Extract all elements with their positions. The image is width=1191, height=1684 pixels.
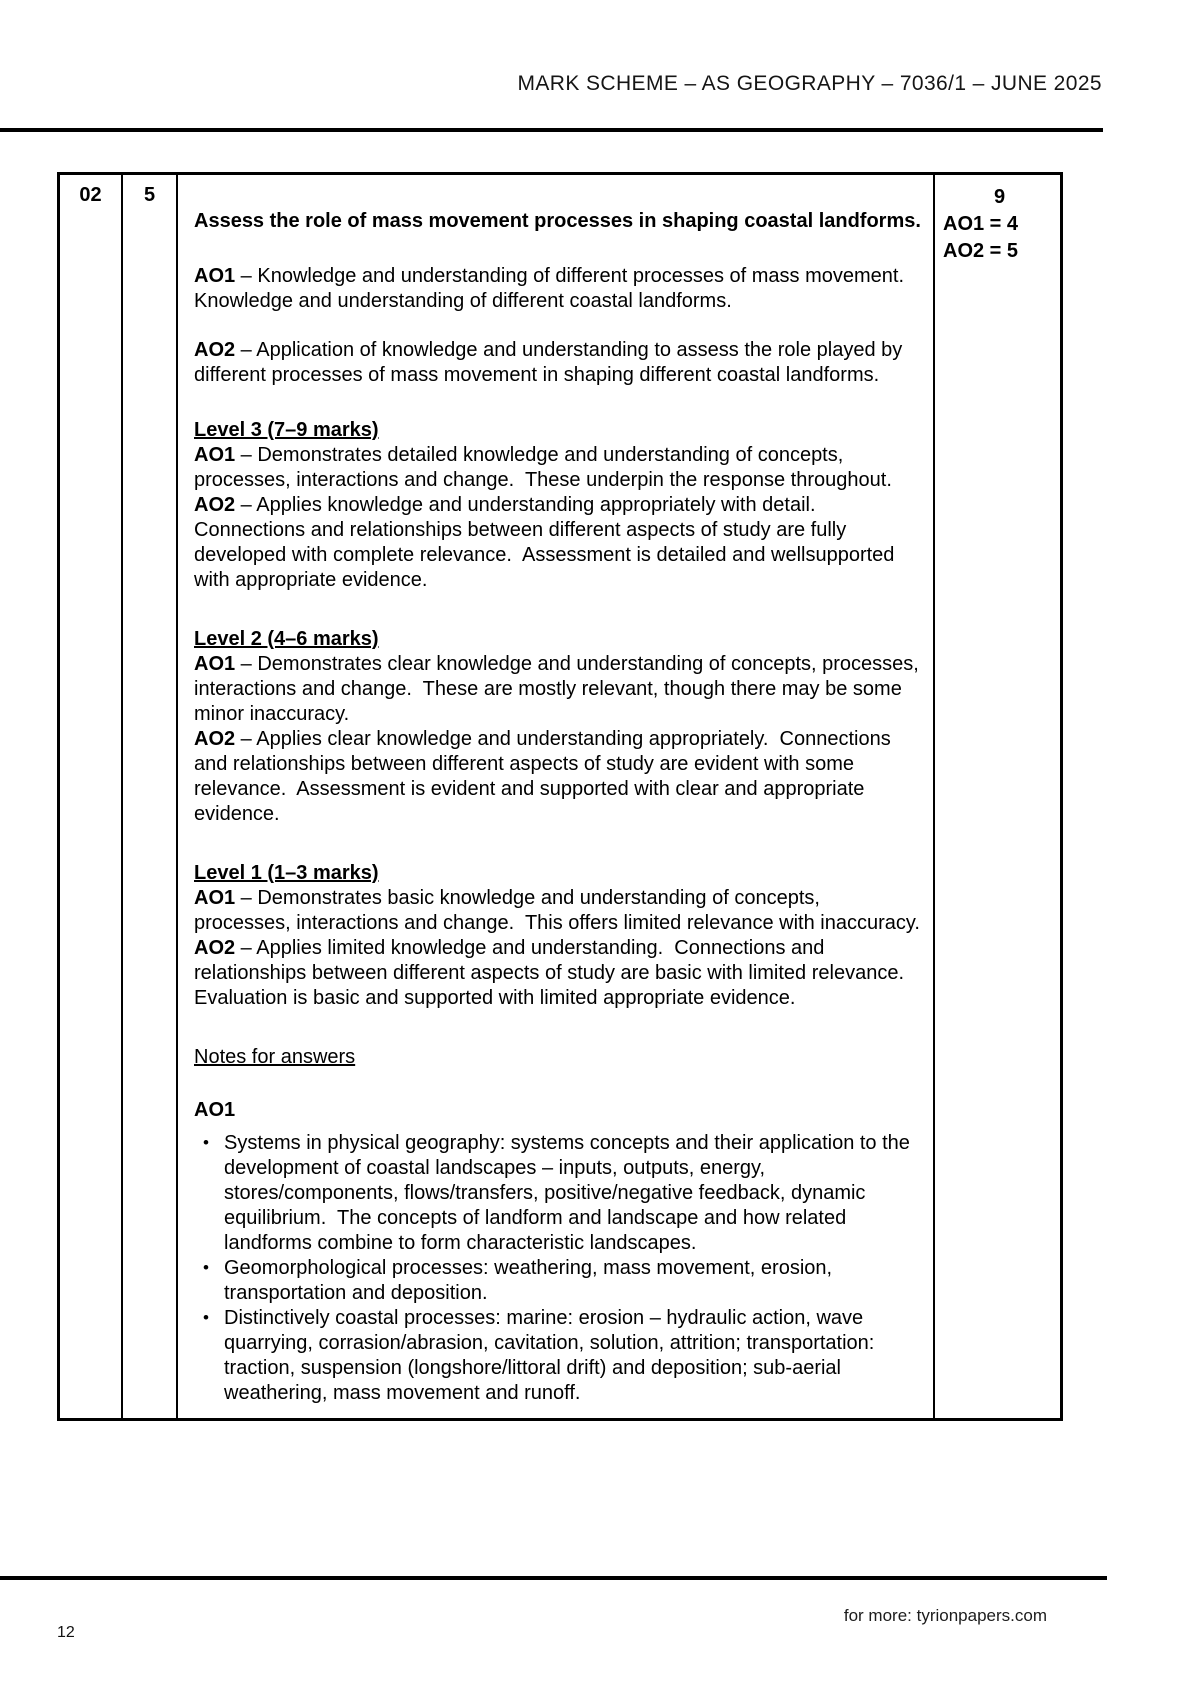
level-2-ao2 [194,727,921,827]
bullet-item: • Systems in physical geography: systems concepts and their application to the development of coastal landscapes – inputs, outputs, energy, stores/components, flows/transfers, positive/negative feedback, dynamic equilibrium. The concepts of landform and landscape and how related landforms combine to form characteristic landscapes. [194,1131,921,1256]
level-1-ao1-text: – Demonstrates basic knowledge and understanding of concepts, processes, interactions and change. This offers limited relevance with inaccuracy. [194,887,920,934]
ao2-overview-text: – Application of knowledge and understanding to assess the role played by different processes of mass movement in shaping different coastal landforms. [194,339,908,386]
footer-promo-text: for more: tyrionpapers.com [843,1606,1047,1625]
ao2-overview-label: AO2 [194,339,236,361]
level-3-ao1 [194,443,921,493]
ao1-overview-label: AO1 [194,265,236,287]
ao1-overview-text: – Knowledge and understanding of different processes of mass movement. Knowledge and understanding of different coastal landforms. [194,265,916,312]
notes-ao1-heading: AO1 [194,1099,236,1121]
level-2-ao2-text: – Applies clear knowledge and understanding appropriately. Connections and relationships between different aspects of study are evident with some relevance. Assessment is evident and supported with clear and appropriate evidence. [194,728,897,825]
item-number-cell: 5 [123,175,178,1418]
footer-rule [0,1576,1107,1580]
page-number: 12 [57,1624,75,1641]
level-1-ao2-label: AO2 [194,937,236,959]
question-number-cell: 02 [60,175,123,1418]
level-3-block [194,418,921,593]
header-rule [0,128,1103,132]
question-content-cell [178,175,935,1418]
notes-bullet-list [194,1131,921,1406]
marks-ao2-split: AO2 = 5 [943,240,1019,262]
level-2-ao2-label: AO2 [194,728,236,750]
marks-ao1-split: AO1 = 4 [943,213,1019,235]
bullet-item: • Geomorphological processes: weathering, mass movement, erosion, transportation and deposition. [194,1256,921,1306]
marks-total: 9 [993,186,1006,208]
level-2-block [194,627,925,827]
level-3-ao2-label: AO2 [194,494,236,516]
ao1-overview [194,264,921,314]
level-3-ao2-text: – Applies knowledge and understanding appropriately with detail. Connections and relationships between different aspects of study are fully developed with complete relevance. Assessment is detailed and wellsupported with appropriate evidence. [194,494,900,591]
document-header-title: MARK SCHEME – AS GEOGRAPHY – 7036/1 – JUNE 2025 [517,72,1102,95]
ao2-overview [194,338,921,388]
question-text: Assess the role of mass movement processes in shaping coastal landforms. [194,210,921,232]
notes-for-answers-heading: Notes for answers [194,1046,356,1068]
level-1-ao2-text: – Applies limited knowledge and understanding. Connections and relationships between different aspects of study are basic with limited relevance. Evaluation is basic and supported with limited appropriate evidence. [194,937,916,1009]
bullet-item: • Distinctively coastal processes: marine: erosion – hydraulic action, wave quarrying, corrasion/abrasion, cavitation, solution, attrition; transportation: traction, suspension (longshore/littoral drift) and deposition; sub-aerial weathering, mass movement and runoff. [194,1306,921,1406]
level-1-heading: Level 1 (1–3 marks) [194,862,379,884]
level-3-ao2 [194,493,921,593]
mark-scheme-table [57,172,1063,1421]
marks-cell [935,175,1060,1418]
level-1-ao1-label: AO1 [194,887,236,909]
level-2-ao1 [194,652,925,727]
level-1-ao1 [194,886,921,936]
level-2-ao1-label: AO1 [194,653,236,675]
level-3-ao1-label: AO1 [194,444,236,466]
level-3-heading: Level 3 (7–9 marks) [194,419,379,441]
level-3-ao1-text: – Demonstrates detailed knowledge and understanding of concepts, processes, interactions and change. These underpin the response throughout. [194,444,892,491]
level-2-heading: Level 2 (4–6 marks) [194,628,379,650]
level-1-block [194,861,921,1011]
level-1-ao2 [194,936,921,1011]
level-2-ao1-text: – Demonstrates clear knowledge and understanding of concepts, processes, interactions and change. These are mostly relevant, though there may be some minor inaccuracy. [194,653,925,725]
